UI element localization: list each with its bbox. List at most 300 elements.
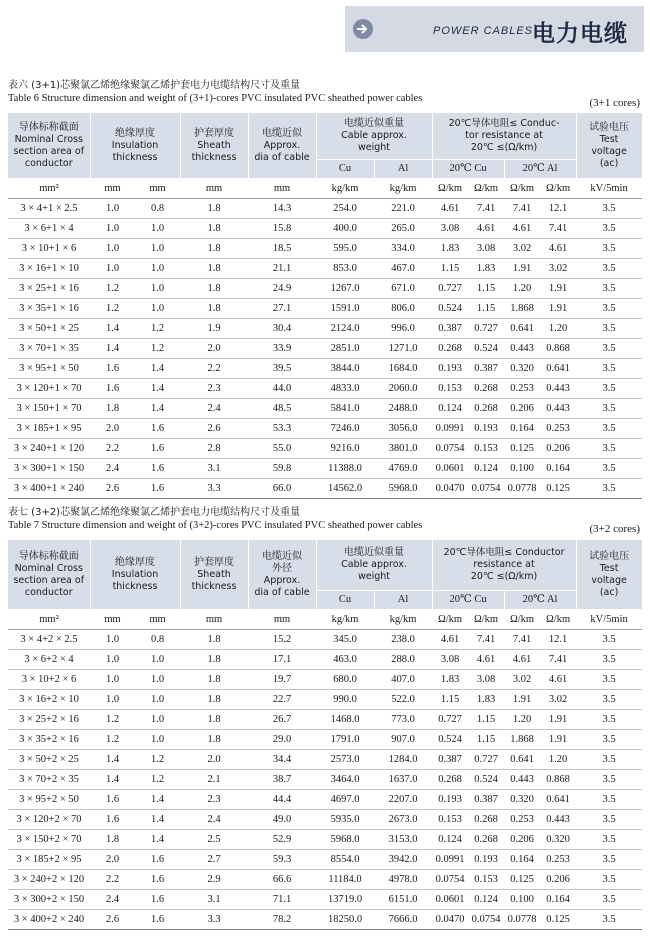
table-cell: 1.0: [90, 630, 135, 650]
table-cell: 3 × 16+1 × 10: [8, 259, 90, 279]
table-cell: 221.0: [374, 199, 432, 219]
table-cell: 12.1: [540, 630, 576, 650]
table-cell: 1.20: [540, 319, 576, 339]
table-cell: 7666.0: [374, 910, 432, 930]
table-cell: 3 × 35+2 × 16: [8, 730, 90, 750]
unit-cell: mm: [90, 610, 135, 630]
table-cell: 0.253: [504, 379, 540, 399]
table-cell: 59.8: [248, 459, 316, 479]
table-cell: 1637.0: [374, 770, 432, 790]
table-cell: 1.20: [504, 710, 540, 730]
table-cell: 1.8: [180, 279, 248, 299]
table-cell: 3 × 6+2 × 4: [8, 650, 90, 670]
table-cell: 1468.0: [316, 710, 374, 730]
table-cell: 11184.0: [316, 870, 374, 890]
table-cell: 3.5: [576, 770, 642, 790]
table-cell: 0.443: [540, 810, 576, 830]
table-cell: 1.15: [432, 259, 468, 279]
table-cell: 671.0: [374, 279, 432, 299]
table-row: [8, 379, 642, 399]
col-weight-al: Al: [374, 160, 432, 179]
table-cell: 3.08: [432, 219, 468, 239]
table-cell: 30.4: [248, 319, 316, 339]
table7-cores: (3+2 cores): [589, 523, 640, 535]
table-cell: 254.0: [316, 199, 374, 219]
table-cell: 773.0: [374, 710, 432, 730]
table-cell: 1.8: [180, 259, 248, 279]
table-cell: 0.387: [468, 359, 504, 379]
unit-cell: kg/km: [316, 179, 374, 199]
unit-cell: mm: [180, 179, 248, 199]
table-cell: 2060.0: [374, 379, 432, 399]
col-res-al: 20℃ Al: [504, 591, 576, 610]
table-cell: 3.08: [432, 650, 468, 670]
table-cell: 0.164: [540, 890, 576, 910]
table-cell: 1.8: [180, 299, 248, 319]
table-cell: 3 × 150+2 × 70: [8, 830, 90, 850]
table-cell: 1.2: [90, 710, 135, 730]
table-cell: 1.4: [90, 750, 135, 770]
unit-cell: mm: [135, 179, 180, 199]
unit-cell: kg/km: [374, 610, 432, 630]
table-cell: 3056.0: [374, 419, 432, 439]
units-row: [8, 179, 642, 199]
table-cell: 3 × 70+2 × 35: [8, 770, 90, 790]
table-cell: 1267.0: [316, 279, 374, 299]
table-cell: 0.124: [432, 399, 468, 419]
table-cell: 1.4: [135, 399, 180, 419]
table-cell: 3 × 120+1 × 70: [8, 379, 90, 399]
header-banner: [345, 6, 644, 52]
table-cell: 1.0: [90, 259, 135, 279]
table-cell: 3.5: [576, 750, 642, 770]
table-cell: 1.15: [432, 690, 468, 710]
table-cell: 522.0: [374, 690, 432, 710]
table-cell: 1.8: [90, 830, 135, 850]
table7-caption-en: Table 7 Structure dimension and weight of (3+2)-cores PVC insulated PVC sheathed power cables: [8, 520, 423, 531]
unit-cell: mm: [248, 179, 316, 199]
table-cell: 3 × 240+1 × 120: [8, 439, 90, 459]
col-res-cu: 20℃ Cu: [432, 591, 504, 610]
table-row: [8, 830, 642, 850]
col-resistance: 20℃导体电阻≤ Conductor resistance at 20℃ ≤(Ω/km): [432, 540, 576, 591]
table-cell: 33.9: [248, 339, 316, 359]
table-cell: 0.193: [468, 850, 504, 870]
table-cell: 996.0: [374, 319, 432, 339]
table-cell: 990.0: [316, 690, 374, 710]
col-insulation: 绝缘厚度 Insulation thickness: [90, 113, 180, 179]
table-cell: 4.61: [432, 630, 468, 650]
col-resistance: 20℃导体电阻≤ Conduc- tor resistance at 20℃ ≤(Ω/km): [432, 113, 576, 160]
table-cell: 2.4: [90, 890, 135, 910]
table-cell: 2573.0: [316, 750, 374, 770]
table-cell: 3.5: [576, 810, 642, 830]
table-cell: 3.5: [576, 890, 642, 910]
table-cell: 0.524: [468, 770, 504, 790]
table-row: [8, 670, 642, 690]
table-cell: 1.15: [468, 279, 504, 299]
table-cell: 44.4: [248, 790, 316, 810]
table-cell: 2.1: [180, 770, 248, 790]
table-cell: 1.0: [135, 239, 180, 259]
table-cell: 0.0778: [504, 910, 540, 930]
table-row: [8, 299, 642, 319]
table-cell: 345.0: [316, 630, 374, 650]
table-cell: 2207.0: [374, 790, 432, 810]
table-row: [8, 199, 642, 219]
col-weight-al: Al: [374, 591, 432, 610]
table-cell: 1.6: [135, 870, 180, 890]
table-cell: 3.5: [576, 710, 642, 730]
table-cell: 0.320: [540, 830, 576, 850]
table-cell: 3.5: [576, 419, 642, 439]
table-cell: 1791.0: [316, 730, 374, 750]
table-cell: 3 × 400+1 × 240: [8, 479, 90, 499]
table-row: [8, 259, 642, 279]
table-cell: 1.8: [180, 650, 248, 670]
table-cell: 0.641: [540, 790, 576, 810]
table-cell: 3 × 400+2 × 240: [8, 910, 90, 930]
table-cell: 0.641: [540, 359, 576, 379]
table-cell: 0.100: [504, 890, 540, 910]
unit-cell: mm: [90, 179, 135, 199]
table-cell: 14562.0: [316, 479, 374, 499]
table-row: [8, 339, 642, 359]
table-cell: 3 × 10+2 × 6: [8, 670, 90, 690]
table-cell: 0.8: [135, 199, 180, 219]
table-cell: 1.0: [135, 690, 180, 710]
table-cell: 3.5: [576, 910, 642, 930]
table-cell: 18.5: [248, 239, 316, 259]
col-sheath: 护套厚度 Sheath thickness: [180, 540, 248, 610]
unit-cell: mm²: [8, 610, 90, 630]
table-cell: 7.41: [540, 219, 576, 239]
unit-cell: mm: [248, 610, 316, 630]
table-cell: 1.4: [90, 770, 135, 790]
table-cell: 806.0: [374, 299, 432, 319]
table-cell: 0.727: [468, 319, 504, 339]
unit-cell: Ω/km: [540, 610, 576, 630]
table-row: [8, 399, 642, 419]
table-cell: 1591.0: [316, 299, 374, 319]
table-cell: 0.206: [504, 399, 540, 419]
table-cell: 3.5: [576, 439, 642, 459]
table-cell: 11388.0: [316, 459, 374, 479]
table-cell: 1.0: [135, 299, 180, 319]
table-cell: 3 × 95+1 × 50: [8, 359, 90, 379]
table-cell: 467.0: [374, 259, 432, 279]
table-cell: 0.387: [468, 790, 504, 810]
table-cell: 0.0754: [468, 479, 504, 499]
table-cell: 3 × 50+1 × 25: [8, 319, 90, 339]
table-cell: 3.5: [576, 399, 642, 419]
table-cell: 0.0754: [432, 439, 468, 459]
table-cell: 3.08: [468, 239, 504, 259]
table-row: [8, 439, 642, 459]
table-cell: 2.5: [180, 830, 248, 850]
table-cell: 3.5: [576, 199, 642, 219]
table-cell: 1.20: [540, 750, 576, 770]
table-cell: 1.8: [90, 399, 135, 419]
table-cell: 407.0: [374, 670, 432, 690]
table-cell: 0.125: [540, 910, 576, 930]
table-cell: 3.5: [576, 459, 642, 479]
table-cell: 2.0: [90, 850, 135, 870]
arrow-right-icon: [353, 19, 373, 39]
table-cell: 0.868: [540, 770, 576, 790]
table-cell: 3 × 150+1 × 70: [8, 399, 90, 419]
unit-cell: Ω/km: [432, 610, 468, 630]
unit-cell: kg/km: [374, 179, 432, 199]
table-cell: 5968.0: [316, 830, 374, 850]
table-cell: 3 × 300+1 × 150: [8, 459, 90, 479]
table-cell: 4697.0: [316, 790, 374, 810]
table-cell: 0.153: [468, 870, 504, 890]
table-row: [8, 459, 642, 479]
table-cell: 0.0778: [504, 479, 540, 499]
table-cell: 2.3: [180, 790, 248, 810]
table-cell: 1.15: [468, 710, 504, 730]
table-cell: 0.125: [504, 439, 540, 459]
table-cell: 1.6: [135, 459, 180, 479]
table-cell: 3 × 70+1 × 35: [8, 339, 90, 359]
table-cell: 4978.0: [374, 870, 432, 890]
table7: [8, 540, 643, 930]
table-cell: 0.0754: [468, 910, 504, 930]
table-cell: 3 × 25+2 × 16: [8, 710, 90, 730]
table-cell: 1.8: [180, 670, 248, 690]
table-cell: 4.61: [432, 199, 468, 219]
unit-cell: Ω/km: [504, 610, 540, 630]
table-cell: 7.41: [468, 630, 504, 650]
table-row: [8, 870, 642, 890]
table-cell: 3.02: [504, 670, 540, 690]
table-cell: 2.4: [180, 399, 248, 419]
table6-caption-zh: 表六 (3+1)芯聚氯乙烯绝缘聚氯乙烯护套电力电缆结构尺寸及重量: [8, 80, 301, 91]
table-cell: 3.02: [540, 690, 576, 710]
table-cell: 0.524: [432, 299, 468, 319]
table-cell: 3.5: [576, 670, 642, 690]
table-cell: 0.206: [540, 439, 576, 459]
table-row: [8, 850, 642, 870]
table-cell: 1.8: [180, 239, 248, 259]
table-cell: 0.320: [504, 359, 540, 379]
table-cell: 78.2: [248, 910, 316, 930]
table-cell: 0.153: [432, 379, 468, 399]
table-cell: 3.5: [576, 319, 642, 339]
table-cell: 3 × 10+1 × 6: [8, 239, 90, 259]
table-row: [8, 890, 642, 910]
table-cell: 0.387: [432, 750, 468, 770]
table-cell: 1.2: [135, 339, 180, 359]
table-cell: 3.02: [540, 259, 576, 279]
table-cell: 1.8: [180, 710, 248, 730]
table-cell: 0.641: [504, 319, 540, 339]
table-cell: 12.1: [540, 199, 576, 219]
table-cell: 0.524: [432, 730, 468, 750]
unit-cell: Ω/km: [468, 610, 504, 630]
table-cell: 4769.0: [374, 459, 432, 479]
table6-cores: (3+1 cores): [589, 97, 640, 109]
table-cell: 21.1: [248, 259, 316, 279]
table-cell: 3 × 95+2 × 50: [8, 790, 90, 810]
table-cell: 0.164: [504, 850, 540, 870]
table-cell: 7.41: [540, 650, 576, 670]
table-cell: 0.124: [468, 890, 504, 910]
table-cell: 0.206: [504, 830, 540, 850]
table-cell: 1.91: [540, 730, 576, 750]
unit-cell: Ω/km: [432, 179, 468, 199]
table-cell: 17.1: [248, 650, 316, 670]
table-cell: 1.4: [135, 810, 180, 830]
table-cell: 3 × 185+1 × 95: [8, 419, 90, 439]
table-cell: 1.15: [468, 299, 504, 319]
table-cell: 4.61: [468, 650, 504, 670]
unit-cell: kV/5min: [576, 179, 642, 199]
unit-cell: Ω/km: [468, 179, 504, 199]
table-cell: 1.868: [504, 730, 540, 750]
table-cell: 0.253: [540, 419, 576, 439]
table-cell: 39.5: [248, 359, 316, 379]
table-cell: 1.0: [135, 259, 180, 279]
table-cell: 4.61: [504, 219, 540, 239]
table-cell: 1.2: [135, 319, 180, 339]
table-cell: 0.206: [540, 870, 576, 890]
table-cell: 1.6: [90, 359, 135, 379]
table-cell: 27.1: [248, 299, 316, 319]
table-cell: 3.3: [180, 910, 248, 930]
table-cell: 1.8: [180, 690, 248, 710]
table-cell: 0.443: [540, 399, 576, 419]
table-cell: 1271.0: [374, 339, 432, 359]
table-cell: 1.4: [90, 319, 135, 339]
table-cell: 1.91: [540, 710, 576, 730]
table-cell: 0.868: [540, 339, 576, 359]
table-cell: 2.0: [90, 419, 135, 439]
table-cell: 2.0: [180, 750, 248, 770]
table-row: [8, 630, 642, 650]
table-cell: 3.5: [576, 219, 642, 239]
table-cell: 0.0601: [432, 890, 468, 910]
table-cell: 1.868: [504, 299, 540, 319]
table-cell: 1.91: [504, 259, 540, 279]
table-cell: 0.253: [540, 850, 576, 870]
table-cell: 3 × 25+1 × 16: [8, 279, 90, 299]
table-cell: 2673.0: [374, 810, 432, 830]
table-cell: 3.5: [576, 279, 642, 299]
table-cell: 1.20: [504, 279, 540, 299]
table-cell: 1.6: [90, 790, 135, 810]
table-cell: 0.268: [468, 830, 504, 850]
table-cell: 3.5: [576, 870, 642, 890]
table-cell: 0.193: [432, 359, 468, 379]
table-cell: 1.0: [90, 690, 135, 710]
table-cell: 2.2: [90, 870, 135, 890]
table-cell: 3 × 16+2 × 10: [8, 690, 90, 710]
table-cell: 2851.0: [316, 339, 374, 359]
table7-caption-zh: 表七 (3+2)芯聚氯乙烯绝缘聚氯乙烯护套电力电缆结构尺寸及重量: [8, 507, 301, 518]
table-cell: 3 × 240+2 × 120: [8, 870, 90, 890]
table-cell: 3.5: [576, 239, 642, 259]
table-cell: 0.193: [432, 790, 468, 810]
table-cell: 1.2: [90, 730, 135, 750]
table-cell: 1.8: [180, 630, 248, 650]
table-cell: 0.443: [540, 379, 576, 399]
table-cell: 1.4: [90, 339, 135, 359]
table-row: [8, 730, 642, 750]
table-row: [8, 910, 642, 930]
table-cell: 2488.0: [374, 399, 432, 419]
table-row: [8, 219, 642, 239]
col-dia: 电缆近似 Approx. dia of cable: [248, 113, 316, 179]
table-cell: 680.0: [316, 670, 374, 690]
table-cell: 0.320: [504, 790, 540, 810]
table-cell: 19.7: [248, 670, 316, 690]
table-cell: 5935.0: [316, 810, 374, 830]
table-cell: 3801.0: [374, 439, 432, 459]
table-cell: 6151.0: [374, 890, 432, 910]
table-cell: 1284.0: [374, 750, 432, 770]
table-cell: 66.6: [248, 870, 316, 890]
table-cell: 0.124: [468, 459, 504, 479]
table-cell: 0.8: [135, 630, 180, 650]
table-cell: 2.2: [90, 439, 135, 459]
col-test: 试验电压 Test voltage (ac): [576, 540, 642, 610]
table-cell: 2.4: [90, 459, 135, 479]
col-weight: 电缆近似重量 Cable approx. weight: [316, 113, 432, 160]
table-cell: 3.5: [576, 339, 642, 359]
table-row: [8, 750, 642, 770]
table-cell: 1.0: [90, 650, 135, 670]
table-cell: 22.7: [248, 690, 316, 710]
table-cell: 1.4: [135, 790, 180, 810]
table-cell: 5968.0: [374, 479, 432, 499]
table-cell: 1.15: [468, 730, 504, 750]
table-cell: 0.0470: [432, 910, 468, 930]
col-test: 试验电压 Test voltage (ac): [576, 113, 642, 179]
table-cell: 29.0: [248, 730, 316, 750]
table-cell: 14.3: [248, 199, 316, 219]
table-cell: 3942.0: [374, 850, 432, 870]
table-cell: 1.91: [504, 690, 540, 710]
table-cell: 44.0: [248, 379, 316, 399]
table-cell: 0.443: [504, 770, 540, 790]
table-cell: 1.8: [180, 199, 248, 219]
table-cell: 1.6: [135, 439, 180, 459]
col-dia: 电缆近似 外径 Approx. dia of cable: [248, 540, 316, 610]
table-row: [8, 239, 642, 259]
table-cell: 400.0: [316, 219, 374, 239]
table-cell: 2.6: [90, 910, 135, 930]
table-row: [8, 319, 642, 339]
table-cell: 1.0: [135, 279, 180, 299]
table-cell: 3153.0: [374, 830, 432, 850]
table-cell: 3 × 300+2 × 150: [8, 890, 90, 910]
table-row: [8, 279, 642, 299]
table-cell: 853.0: [316, 259, 374, 279]
table-cell: 0.164: [504, 419, 540, 439]
table-row: [8, 770, 642, 790]
table-cell: 1.0: [90, 670, 135, 690]
table-cell: 1.4: [135, 379, 180, 399]
table-cell: 7246.0: [316, 419, 374, 439]
table-cell: 9216.0: [316, 439, 374, 459]
table-cell: 7.41: [504, 630, 540, 650]
table-cell: 1.83: [468, 259, 504, 279]
table-cell: 1.2: [135, 770, 180, 790]
table-cell: 3.5: [576, 790, 642, 810]
table-cell: 3.1: [180, 459, 248, 479]
